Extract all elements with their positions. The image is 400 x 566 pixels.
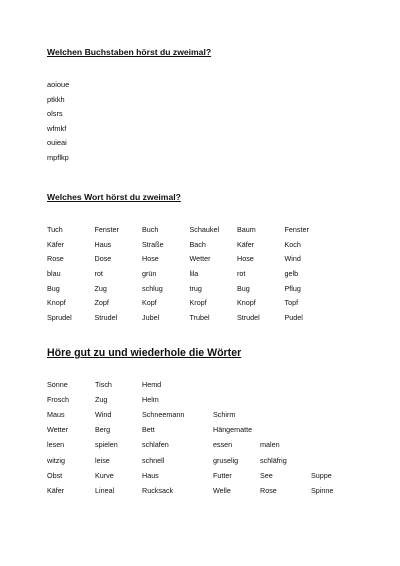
word-cell: Zug [95, 395, 108, 405]
word-cell [260, 392, 311, 407]
word-cell: Sprudel [47, 312, 72, 322]
table-row [47, 237, 325, 252]
word-cell: Koch [284, 239, 301, 249]
word-cell: Topf [284, 298, 299, 308]
word-cell: Hose [237, 254, 254, 264]
word-cell: Futter [213, 470, 232, 480]
word-cell: Tuch [47, 224, 63, 234]
word-cell: Wind [95, 410, 112, 420]
word-cell: Berg [95, 425, 111, 435]
word-cell [311, 437, 335, 452]
word-cell: Bett [142, 425, 155, 435]
word-cell: gelb [284, 268, 299, 278]
word-cell: Zug [94, 283, 107, 293]
word-cell: Maus [47, 410, 65, 420]
word-cell [260, 422, 311, 437]
table-row [47, 222, 325, 237]
letter-sequence: wfmkf [47, 123, 67, 133]
word-cell: Käfer [47, 239, 65, 249]
section1-heading: Welchen Buchstaben hörst du zweimal? [47, 47, 212, 57]
word-cell: Spinne [311, 485, 334, 495]
word-cell: Trubel [189, 312, 210, 322]
table-row [47, 437, 335, 452]
letter-sequence: ptkkh [47, 94, 65, 104]
word-cell: Rose [260, 485, 277, 495]
table-row [47, 468, 335, 483]
word-cell: Schneemann [142, 410, 185, 420]
table-row [47, 266, 325, 281]
word-cell: Kopf [142, 298, 157, 308]
word-cell: rot [237, 268, 246, 278]
word-cell: Frosch [47, 395, 69, 405]
word-cell: Pflug [284, 283, 301, 293]
word-cell: schnell [142, 455, 165, 465]
word-cell: grün [142, 268, 157, 278]
word-cell: Strudel [237, 312, 260, 322]
section2-heading: Welches Wort hörst du zweimal? [47, 192, 181, 202]
word-cell: Fenster [94, 224, 119, 234]
table-row [47, 310, 325, 325]
table-row [47, 377, 335, 392]
word-cell: Hose [142, 254, 159, 264]
word-cell: Obst [47, 470, 63, 480]
word-cell: Tisch [95, 380, 112, 390]
word-cell: Hemd [142, 380, 162, 390]
word-cell: Wetter [47, 425, 69, 435]
word-cell: Pudel [284, 312, 303, 322]
word-cell: Bug [237, 283, 250, 293]
word-cell [260, 377, 311, 392]
word-cell: schlafen [142, 440, 169, 450]
word-cell: rot [94, 268, 103, 278]
word-cell [311, 452, 335, 467]
word-cell: essen [213, 440, 233, 450]
word-cell: Kropf [189, 298, 207, 308]
word-cell: Kurve [95, 470, 114, 480]
word-cell: Zopf [94, 298, 109, 308]
letter-sequence: olsrs [47, 109, 63, 119]
word-cell [311, 407, 335, 422]
word-cell: spielen [95, 440, 118, 450]
word-cell [213, 392, 260, 407]
word-cell: schlug [142, 283, 163, 293]
word-cell [213, 377, 260, 392]
word-cell: Rose [47, 254, 64, 264]
word-cell: Jubel [142, 312, 160, 322]
word-cell: Straße [142, 239, 164, 249]
word-cell: Knopf [237, 298, 256, 308]
word-cell: Buch [142, 224, 159, 234]
word-cell: malen [260, 440, 280, 450]
table-row [47, 407, 335, 422]
word-cell: Baum [237, 224, 256, 234]
word-cell: Welle [213, 485, 231, 495]
table-row [47, 452, 335, 467]
word-cell: trug [189, 283, 202, 293]
word-cell: Knopf [47, 298, 66, 308]
letter-sequence-list [47, 78, 69, 166]
word-cell: See [260, 470, 273, 480]
word-cell [311, 377, 335, 392]
word-cell: witzig [47, 455, 65, 465]
word-cell: Haus [142, 470, 159, 480]
word-cell: Fenster [284, 224, 309, 234]
word-cell: gruselig [213, 455, 239, 465]
word-cell: leise [95, 455, 110, 465]
word-cell: Wetter [189, 254, 211, 264]
word-cell: Bach [189, 239, 206, 249]
word-cell: lesen [47, 440, 65, 450]
word-cell: Dose [94, 254, 112, 264]
section3-heading: Höre gut zu und wiederhole die Wörter [47, 347, 242, 359]
repeat-words-table [47, 377, 335, 498]
word-cell: Käfer [237, 239, 255, 249]
word-cell: Schaukel [189, 224, 220, 234]
letter-sequence: ouieai [47, 138, 67, 148]
word-cell: Strudel [94, 312, 118, 322]
word-cell [260, 407, 311, 422]
table-row [47, 422, 335, 437]
table-row [47, 281, 325, 296]
word-cell: Käfer [47, 485, 65, 495]
word-cell: Bug [47, 283, 60, 293]
word-cell: Rucksack [142, 485, 174, 495]
table-row [47, 392, 335, 407]
table-row [47, 251, 325, 266]
word-pair-table [47, 222, 325, 325]
word-cell: Schirm [213, 410, 236, 420]
word-cell: Helm [142, 395, 159, 405]
word-cell [311, 422, 335, 437]
word-cell: schläfrig [260, 455, 287, 465]
word-cell [311, 392, 335, 407]
word-cell: Hängematte [213, 425, 253, 435]
table-row [47, 483, 335, 498]
word-cell: Haus [94, 239, 112, 249]
word-cell: Lineal [95, 485, 115, 495]
word-cell: Wind [284, 254, 301, 264]
letter-sequence: mpflkp [47, 152, 69, 162]
letter-sequence: aoioue [47, 80, 70, 89]
word-cell: lila [189, 268, 199, 278]
word-cell: Suppe [311, 470, 332, 480]
word-cell: blau [47, 268, 61, 278]
table-row [47, 295, 325, 310]
word-cell: Sonne [47, 380, 68, 390]
